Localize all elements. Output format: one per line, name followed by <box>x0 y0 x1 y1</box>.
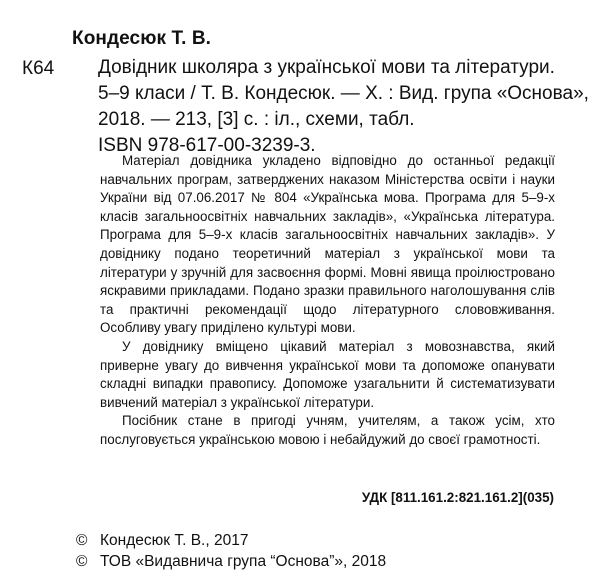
bib-line: 5–9 класи / Т. В. Кондесюк. — Х. : Вид. група «Основа», <box>98 83 589 104</box>
copyright-publisher <box>76 553 386 571</box>
bib-line: Довідник школяра з української мови та літератури. <box>98 57 555 78</box>
annotation-paragraph: Матеріал довідника укладено відповідно до останньої редакції навчальних програм, затверджених наказом Міністерства освіти і науки України від 07.06.2017 № 804 «Українська мова. Програма для 5–9-х класів загальноосвітніх навчальних закладів», «Українська література. Програма для 5–9-х класів загальноосвітніх навчальних закладів». У довіднику подано теоретичний матеріал з української мови та літератури у зручній для засвоєння формі. Мовні явища проілюстровано яскравими прикладами. Подано зразки правильного наголошування слів та практичні рекомендації щодо літературного слововживання. Особливу увагу приділено культурі мови. <box>100 153 555 336</box>
copyright-publisher-text: ТОВ «Видавнича група “Основа”», 2018 <box>100 553 387 570</box>
copyright-icon: © <box>76 553 88 570</box>
bib-line: 2018. — 213, [3] с. : іл., схеми, табл. <box>98 109 415 130</box>
copyright-icon: © <box>76 532 88 549</box>
catalog-code: К64 <box>22 58 55 79</box>
isbn: ISBN 978-617-00-3239-3. <box>98 135 316 156</box>
copyright-author <box>76 532 248 550</box>
author-heading: Кондесюк Т. В. <box>72 28 212 49</box>
copyright-author-text: Кондесюк Т. В., 2017 <box>100 532 249 549</box>
annotation-paragraph: У довіднику вміщено цікавий матеріал з мовознавства, який приверне увагу до вивчення української мови та допоможе опанувати складні випадки правопису. Допоможе узагальнити й систематизувати вивчений матеріал з української літератури. <box>100 338 555 410</box>
bibliographic-record <box>98 55 598 159</box>
annotation <box>100 152 555 450</box>
annotation-paragraph: Посібник стане в пригоді учням, учителям, а також усім, хто послуговується українською мовою і небайдужий до своєї грамотності. <box>100 413 555 447</box>
udk-code: УДК [811.161.2:821.161.2](035) <box>361 490 554 505</box>
